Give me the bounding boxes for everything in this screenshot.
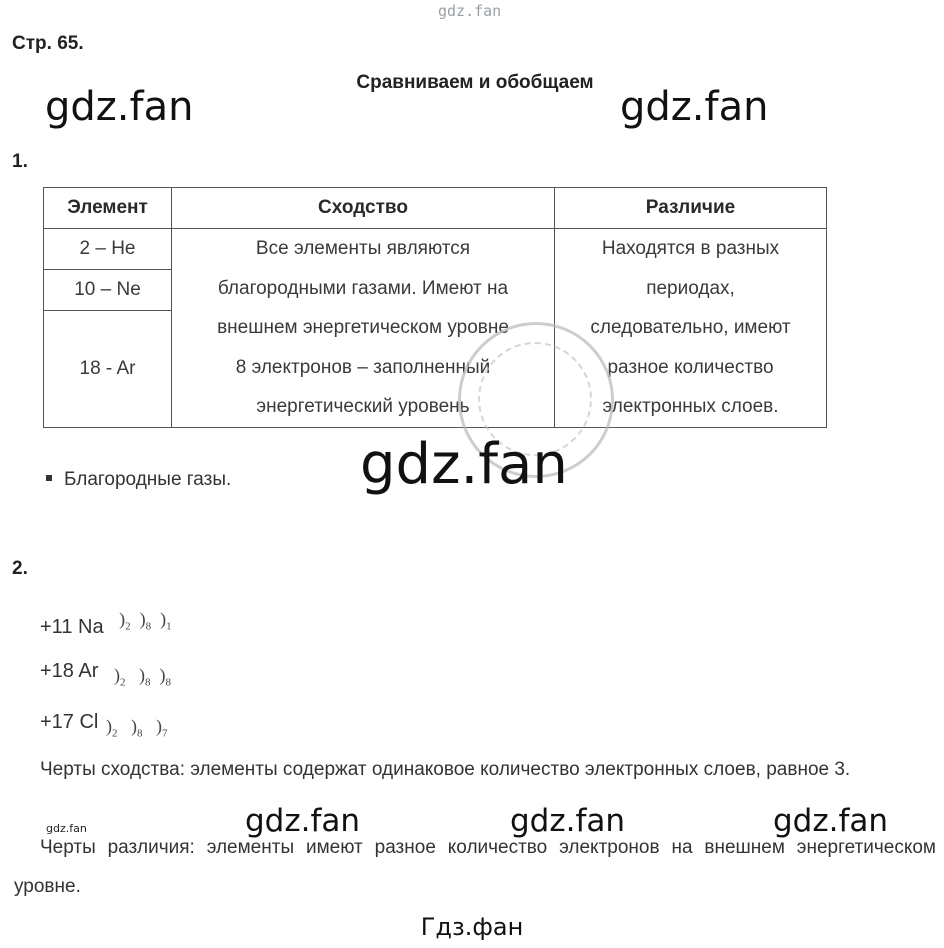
shell-notation: )$_2$ )$_8$ )$_8$ bbox=[113, 665, 171, 689]
table-row bbox=[44, 229, 827, 270]
watermark: gdz.fan bbox=[360, 432, 568, 497]
difference-text: Черты различия: элементы имеют разное количество электронов на внешнем энергетическом уровне. bbox=[14, 837, 936, 897]
table-header-row bbox=[44, 188, 827, 229]
cell-line: Находятся в разных bbox=[601, 238, 780, 260]
element-cell: 2 – He bbox=[44, 229, 172, 270]
cell-line: периодах, bbox=[646, 277, 735, 299]
column-header: Различие bbox=[555, 188, 827, 229]
column-header: Сходство bbox=[172, 188, 555, 229]
electron-config bbox=[40, 660, 171, 689]
comparison-table bbox=[43, 187, 827, 428]
shell-notation: )$_2$ )$_8$ )$_7$ bbox=[105, 716, 168, 740]
section-title: Сравниваем и обобщаем bbox=[356, 72, 594, 93]
watermark-small: gdz.fan bbox=[46, 822, 87, 835]
watermark: gdz.fan bbox=[620, 84, 769, 130]
cell-line: разное количество bbox=[607, 356, 774, 378]
watermark: gdz.fan bbox=[45, 84, 194, 130]
bullet-icon bbox=[46, 475, 52, 481]
watermark: gdz.fan bbox=[245, 803, 361, 839]
element-label: +17 Cl bbox=[40, 711, 99, 733]
electron-config bbox=[40, 609, 172, 641]
cell-line: электронных слоев. bbox=[602, 396, 779, 418]
cell-line: благородными газами. Имеют на bbox=[217, 277, 509, 299]
electron-config bbox=[40, 711, 168, 740]
cell-line: Все элементы являются bbox=[255, 238, 471, 260]
element-label: +11 Na bbox=[40, 616, 104, 638]
cell-line: внешнем энергетическом уровне bbox=[217, 317, 509, 339]
cell-line: 8 электронов – заполненный bbox=[235, 356, 491, 378]
watermark: gdz.fan bbox=[773, 803, 889, 839]
similarity-paragraph bbox=[14, 750, 936, 789]
element-label: +18 Ar bbox=[40, 660, 99, 682]
difference-paragraph bbox=[14, 828, 936, 906]
similarity-text: Черты сходства: элементы содержат одинаковое количество электронных слоев, равное 3. bbox=[40, 759, 851, 780]
cell-line: энергетический уровень bbox=[256, 396, 470, 418]
watermark: gdz.fan bbox=[510, 803, 626, 839]
watermark-top: gdz.fan bbox=[438, 2, 502, 20]
watermark-footer: Гдз.фан bbox=[420, 913, 524, 941]
page-reference: Стр. 65. bbox=[12, 33, 84, 54]
task-number: 2. bbox=[12, 558, 28, 579]
element-cell: 10 – Ne bbox=[44, 270, 172, 311]
answer-text: Благородные газы. bbox=[64, 469, 232, 490]
cell-line: следовательно, имеют bbox=[590, 317, 791, 339]
answer-line bbox=[46, 469, 231, 491]
task-number: 1. bbox=[12, 151, 28, 172]
column-header: Элемент bbox=[44, 188, 172, 229]
element-cell: 18 - Ar bbox=[44, 311, 172, 428]
shell-notation: )$_2$ )$_8$ )$_1$ bbox=[119, 609, 172, 633]
